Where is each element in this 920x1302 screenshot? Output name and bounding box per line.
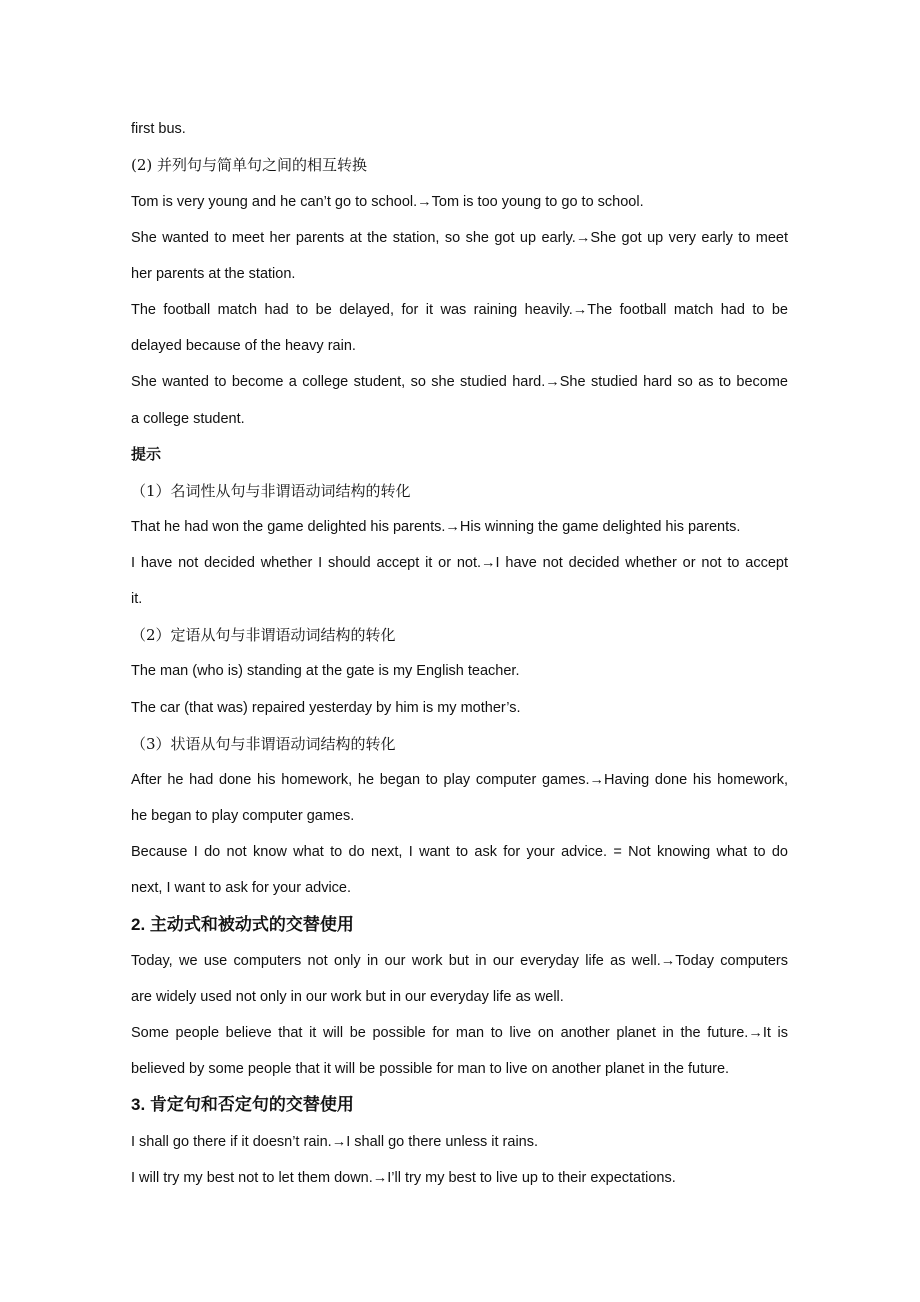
text-line: delayed because of the heavy rain. — [131, 338, 356, 354]
tip-label: 提示 — [131, 446, 162, 463]
text-line: first bus. — [131, 121, 186, 137]
subsection-heading: （2）定语从句与非谓语动词结构的转化 — [131, 626, 396, 644]
text-line: are widely used not only in our work but in our everyday life as well. — [131, 989, 564, 1005]
text-line: The car (that was) repaired yesterday by him is my mother’s. — [131, 700, 521, 716]
text-line: She wanted to meet her parents at the station, so she got up early.→She got up very early to meet — [131, 230, 788, 246]
text-line: I shall go there if it doesn’t rain.→I shall go there unless it rains. — [131, 1134, 539, 1150]
text-line: Tom is very young and he can’t go to school.→Tom is too young to go to school. — [131, 194, 644, 210]
section-heading: 3. 肯定句和否定句的交替使用 — [131, 1095, 354, 1114]
section-heading: 2. 主动式和被动式的交替使用 — [131, 915, 354, 934]
text-line: The football match had to be delayed, for it was raining heavily.→The football match had to be — [131, 302, 788, 318]
text-line: he began to play computer games. — [131, 808, 355, 824]
text-line: a college student. — [131, 411, 245, 427]
text-line: next, I want to ask for your advice. — [131, 880, 352, 896]
text-line: I have not decided whether I should accept it or not.→I have not decided whether or not to accept — [131, 555, 788, 571]
text-line: Because I do not know what to do next, I want to ask for your advice. = Not knowing what to do — [131, 844, 788, 860]
subsection-heading: （3）状语从句与非谓语动词结构的转化 — [131, 735, 396, 753]
text-line: The man (who is) standing at the gate is my English teacher. — [131, 663, 520, 679]
text-line: I will try my best not to let them down.→I’ll try my best to live up to their expectations. — [131, 1170, 676, 1186]
text-line: After he had done his homework, he began to play computer games.→Having done his homework, — [131, 772, 788, 788]
text-line: She wanted to become a college student, so she studied hard.→She studied hard so as to become — [131, 374, 788, 390]
text-line: believed by some people that it will be possible for man to live on another planet in the future. — [131, 1061, 730, 1077]
text-line: Some people believe that it will be possible for man to live on another planet in the future.→It is — [131, 1025, 788, 1041]
subsection-heading: (2) 并列句与简单句之间的相互转换 — [131, 156, 368, 174]
text-line: it. — [131, 591, 143, 607]
text-line: That he had won the game delighted his parents.→His winning the game delighted his parents. — [131, 519, 741, 535]
text-line: Today, we use computers not only in our work but in our everyday life as well.→Today computers — [131, 953, 788, 969]
text-line: her parents at the station. — [131, 266, 296, 282]
subsection-heading: （1）名词性从句与非谓语动词结构的转化 — [131, 482, 411, 500]
